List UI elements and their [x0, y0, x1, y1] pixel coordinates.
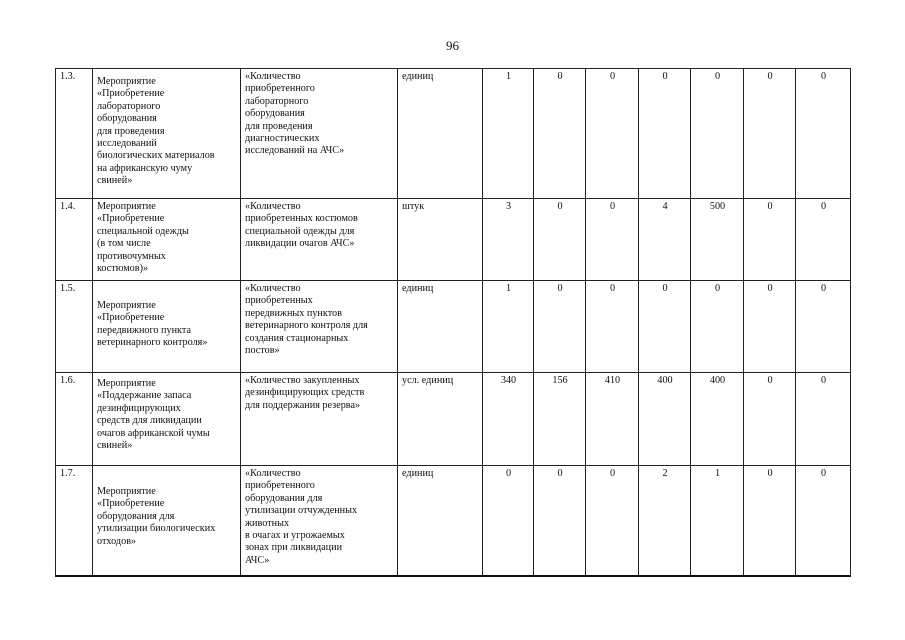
value-cell: 0	[691, 69, 744, 199]
event-name	[93, 69, 241, 199]
indicator-name: «Количество приобретенных костюмов специальной одежды для ликвидации очагов АЧС»	[241, 199, 398, 281]
value-cell: 500	[691, 199, 744, 281]
value-cell: 3	[483, 199, 534, 281]
value-cell: 0	[534, 281, 586, 373]
row-index: 1.7.	[56, 466, 93, 576]
table-row	[56, 373, 851, 466]
value-cell: 1	[483, 69, 534, 199]
value-cell: 0	[744, 466, 796, 576]
event-name	[93, 466, 241, 576]
value-cell: 156	[534, 373, 586, 466]
value-cell: 0	[586, 69, 639, 199]
row-index: 1.5.	[56, 281, 93, 373]
value-cell: 0	[483, 466, 534, 576]
indicator-name: «Количество приобретенного лабораторного оборудования для проведения диагностических исследований на АЧС»	[241, 69, 398, 199]
unit-cell: единиц	[398, 466, 483, 576]
value-cell: 0	[534, 69, 586, 199]
value-cell: 0	[796, 69, 851, 199]
value-cell: 0	[586, 199, 639, 281]
value-cell: 0	[744, 69, 796, 199]
value-cell: 0	[744, 281, 796, 373]
indicator-name: «Количество приобретенных передвижных пунктов ветеринарного контроля для создания стационарных постов»	[241, 281, 398, 373]
event-name	[93, 373, 241, 466]
value-cell: 1	[691, 466, 744, 576]
event-text: Мероприятие «Приобретение оборудования для утилизации биологических отходов»	[97, 486, 216, 547]
indicator-name: «Количество приобретенного оборудования для утилизации отчужденных животных в очагах и угрожаемых зонах при ликвидации АЧС»	[241, 466, 398, 576]
value-cell: 400	[639, 373, 691, 466]
unit-cell: единиц	[398, 281, 483, 373]
value-cell: 0	[586, 466, 639, 576]
value-cell: 0	[796, 466, 851, 576]
value-cell: 0	[796, 281, 851, 373]
value-cell: 0	[639, 281, 691, 373]
value-cell: 0	[691, 281, 744, 373]
row-index: 1.3.	[56, 69, 93, 199]
event-name: Мероприятие «Приобретение специальной одежды (в том числе противочумных костюмов)»	[93, 199, 241, 281]
value-cell: 0	[534, 466, 586, 576]
table-row	[56, 199, 851, 281]
event-text: Мероприятие «Приобретение передвижного пункта ветеринарного контроля»	[97, 300, 208, 349]
value-cell: 4	[639, 199, 691, 281]
value-cell: 0	[586, 281, 639, 373]
row-index: 1.4.	[56, 199, 93, 281]
indicator-name: «Количество закупленных дезинфицирующих средств для поддержания резерва»	[241, 373, 398, 466]
event-name	[93, 281, 241, 373]
event-text: Мероприятие «Приобретение лабораторного оборудования для проведения исследований биологических материалов на африканскую чуму свиней»	[97, 76, 215, 187]
value-cell: 2	[639, 466, 691, 576]
table-row	[56, 281, 851, 373]
unit-cell: штук	[398, 199, 483, 281]
value-cell: 0	[639, 69, 691, 199]
value-cell: 0	[534, 199, 586, 281]
value-cell: 0	[744, 373, 796, 466]
page-number: 96	[446, 38, 459, 53]
event-text: Мероприятие «Поддержание запаса дезинфицирующих средств для ликвидации очагов африканской чумы свиней»	[97, 378, 210, 452]
value-cell: 340	[483, 373, 534, 466]
table-row	[56, 466, 851, 576]
value-cell: 0	[744, 199, 796, 281]
value-cell: 0	[796, 199, 851, 281]
value-cell: 400	[691, 373, 744, 466]
unit-cell: усл. единиц	[398, 373, 483, 466]
indicators-table	[55, 68, 851, 577]
unit-cell: единиц	[398, 69, 483, 199]
table-row	[56, 69, 851, 199]
value-cell: 1	[483, 281, 534, 373]
value-cell: 0	[796, 373, 851, 466]
value-cell: 410	[586, 373, 639, 466]
row-index: 1.6.	[56, 373, 93, 466]
